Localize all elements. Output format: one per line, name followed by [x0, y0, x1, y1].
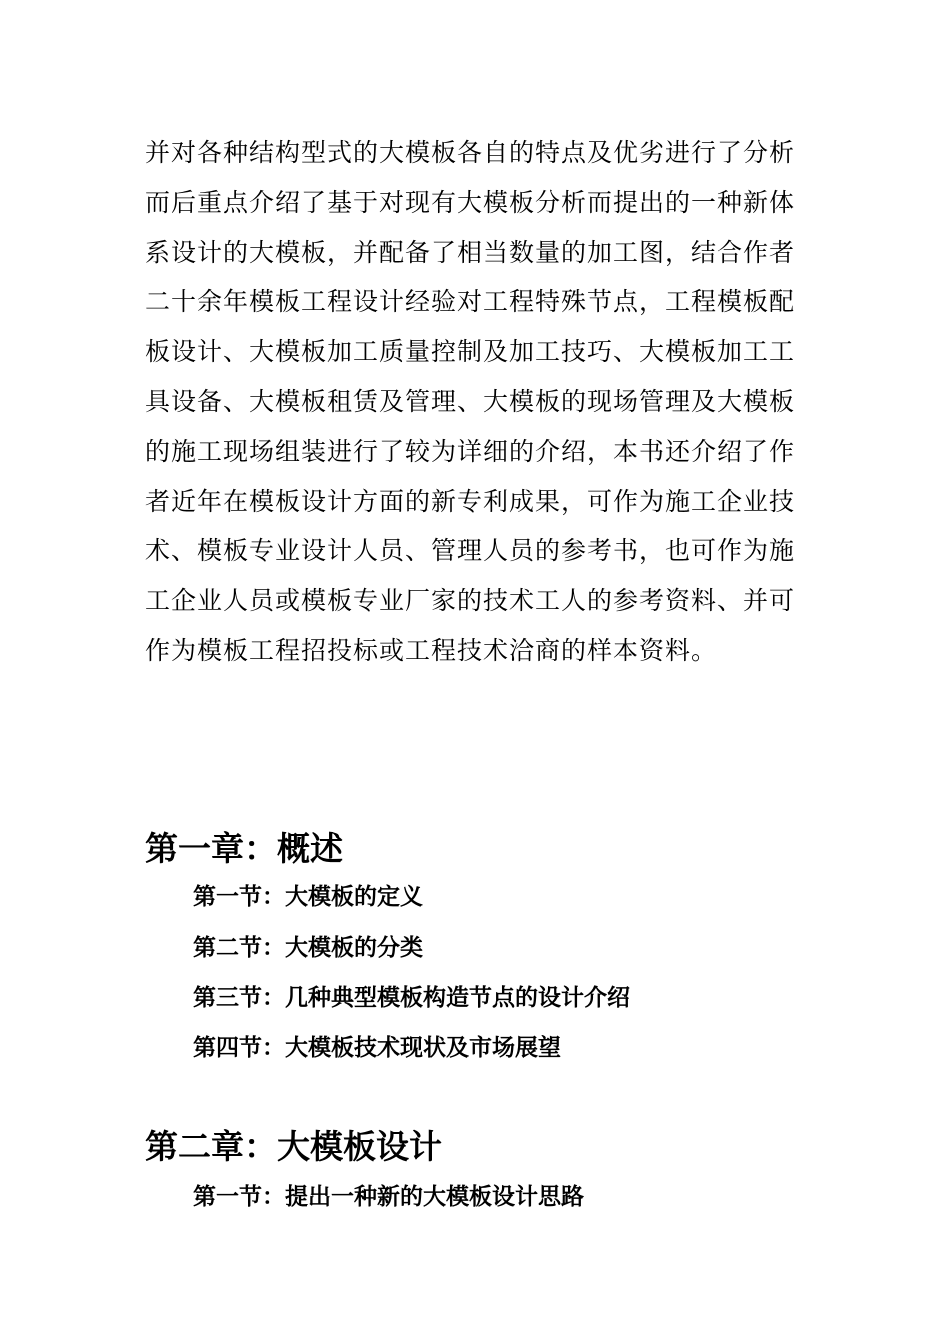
intro-line: 板设计、大模板加工质量控制及加工技巧、大模板加工工	[145, 337, 796, 367]
chapter-1-section-2: 第二节：大模板的分类	[193, 934, 423, 961]
intro-line: 的施工现场组装进行了较为详细的介绍，本书还介绍了作	[145, 436, 796, 466]
chapter-1-section-4: 第四节：大模板技术现状及市场展望	[193, 1034, 561, 1061]
chapter-1-section-1: 第一节：大模板的定义	[193, 883, 423, 910]
intro-line: 者近年在模板设计方面的新专利成果，可作为施工企业技	[145, 486, 796, 516]
chapter-1-title: 第一章：概述	[145, 829, 343, 868]
intro-line: 工企业人员或模板专业厂家的技术工人的参考资料、并可	[145, 586, 796, 616]
intro-line: 术、模板专业设计人员、管理人员的参考书，也可作为施	[145, 536, 796, 566]
chapter-2-title: 第二章：大模板设计	[145, 1127, 442, 1166]
chapter-1-section-3: 第三节：几种典型模板构造节点的设计介绍	[193, 984, 630, 1011]
chapter-2-section-1: 第一节：提出一种新的大模板设计思路	[193, 1183, 584, 1210]
intro-line: 系设计的大模板，并配备了相当数量的加工图，结合作者	[145, 237, 796, 267]
intro-line: 而后重点介绍了基于对现有大模板分析而提出的一种新体	[145, 187, 796, 217]
intro-paragraph	[145, 128, 815, 676]
intro-line: 二十余年模板工程设计经验对工程特殊节点，工程模板配	[145, 287, 796, 317]
intro-line: 并对各种结构型式的大模板各自的特点及优劣进行了分析	[145, 138, 796, 167]
intro-line: 作为模板工程招投标或工程技术洽商的样本资料。	[145, 635, 718, 665]
intro-line: 具设备、大模板租赁及管理、大模板的现场管理及大模板	[145, 386, 796, 416]
